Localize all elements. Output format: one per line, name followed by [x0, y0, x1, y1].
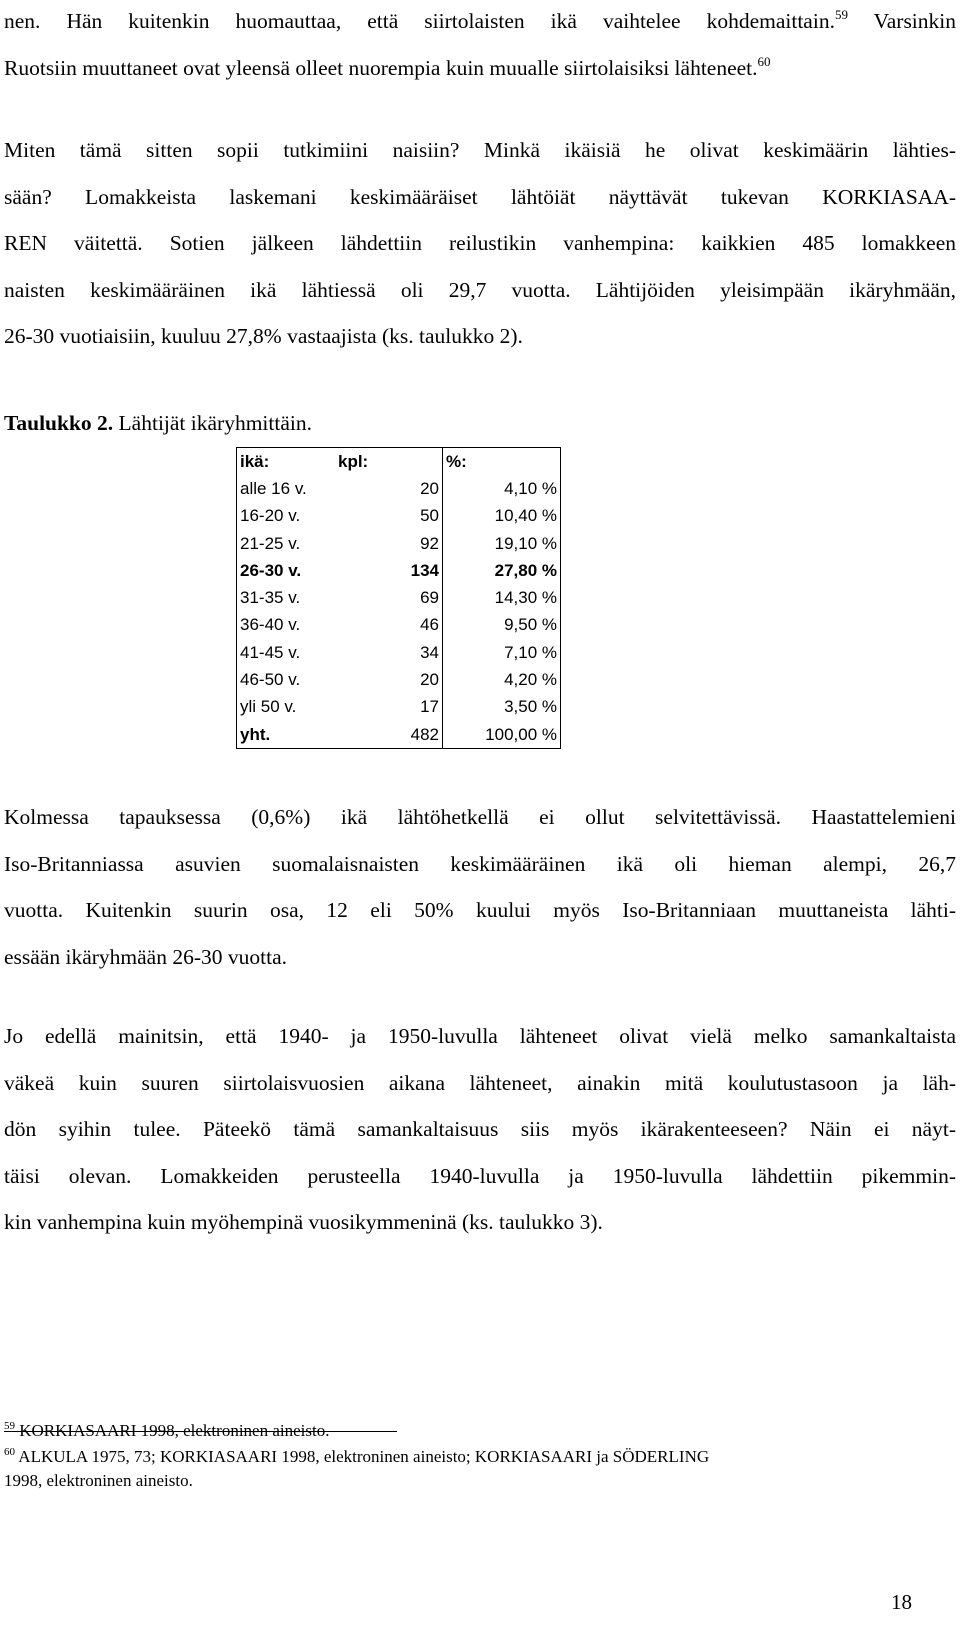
cell-count: 69 — [335, 584, 443, 611]
p1-line: Miten tämä sitten sopii tutkimiini naisiin? Minkä ikäisiä he olivat keskimäärin lähties- — [4, 138, 956, 162]
footnote-60 — [4, 1445, 904, 1493]
p2-line: Iso-Britanniassa asuvien suomalaisnaisten keskimääräinen ikä oli hieman alempi, 26,7 — [4, 851, 956, 876]
p3-line: dön syihin tulee. Päteekö tämä samankaltaisuus siis myös ikärakenteeseen? Näin ei näyt- — [4, 1117, 956, 1141]
p1-line: sään? Lomakkeista laskemani keskimääräiset lähtöiät näyttävät tukevan KORKIASAA- — [4, 184, 956, 209]
cell-age: alle 16 v. — [240, 478, 307, 498]
table-header-row — [237, 448, 561, 476]
cell-count: 50 — [335, 503, 443, 530]
table-row — [237, 694, 561, 721]
cell-count: 20 — [335, 666, 443, 693]
footnote-number: 60 — [4, 1446, 15, 1458]
cell-count: 34 — [335, 639, 443, 666]
cell-count: 20 — [335, 475, 443, 502]
cell-age: 41-45 v. — [240, 642, 301, 662]
table-row — [237, 666, 561, 693]
header-percent: %: — [446, 451, 467, 471]
cell-percent: 10,40 % — [494, 506, 557, 526]
table-caption-text: Lähtijät ikäryhmittäin. — [113, 411, 312, 435]
cell-percent: 4,20 % — [504, 670, 557, 690]
p2-line: vuotta. Kuitenkin suurin osa, 12 eli 50% kuului myös Iso-Britanniaan muuttaneista lähti- — [4, 898, 956, 922]
cell-age: yli 50 v. — [240, 697, 297, 717]
top-line-2: Ruotsiin muuttaneet ovat yleensä olleet nuorempia kuin muualle siirtolaisiksi lähteneet.$^{60}$ — [4, 53, 771, 80]
cell-age: 46-50 v. — [240, 670, 301, 690]
footnote-text-cont: 1998, elektroninen aineisto. — [4, 1471, 193, 1490]
cell-percent: 27,80 % — [494, 560, 557, 580]
table-row — [237, 503, 561, 530]
table-total-row — [237, 721, 561, 749]
cell-age-total: yht. — [240, 724, 271, 744]
cell-percent: 3,50 % — [504, 697, 557, 717]
paragraph-2 — [4, 794, 956, 980]
cell-age: 21-25 v. — [240, 533, 301, 553]
p1-line: REN väitettä. Sotien jälkeen lähdettiin reilustikin vanhempina: kaikkien 485 lomakkeen — [4, 231, 956, 255]
cell-percent: 9,50 % — [504, 615, 557, 635]
footnote-ref-59[interactable]: 59 — [834, 7, 848, 22]
cell-age: 31-35 v. — [240, 588, 301, 608]
table-caption-label: Taulukko 2. — [4, 411, 114, 435]
top-line-1: nen. Hän kuitenkin huomauttaa, että siirtolaisten ikä vaihtelee kohdemaittain.$^{59}$ Varsinkin — [4, 7, 957, 33]
p3-line: Jo edellä mainitsin, että 1940- ja 1950-luvulla lähteneet olivat vielä melko samankaltaista — [4, 1024, 956, 1048]
table-caption — [4, 411, 312, 436]
footnote-ref-60[interactable]: 60 — [757, 53, 771, 69]
cell-percent: 14,30 % — [494, 588, 557, 608]
cell-age: 16-20 v. — [240, 506, 301, 526]
p3-line: kin vanhempina kuin myöhempinä vuosikymmeninä (ks. taulukko 3). — [4, 1210, 603, 1234]
paragraph-1 — [4, 127, 956, 360]
paragraph-3 — [4, 1013, 956, 1246]
top-paragraph — [4, 0, 956, 91]
cell-age: 26-30 v. — [240, 560, 302, 580]
p3-line: väkeä kuin suuren siirtolaisvuosien aikana lähteneet, ainakin mitä koulutustasoon ja läh- — [4, 1070, 956, 1095]
table-row — [237, 584, 561, 611]
cell-age: 36-40 v. — [240, 615, 301, 635]
header-count: kpl: — [335, 448, 443, 476]
page-number: 18 — [891, 1590, 912, 1614]
cell-percent: 7,10 % — [504, 642, 557, 662]
footnote-text: ALKULA 1975, 73; KORKIASAARI 1998, elektroninen aineisto; KORKIASAARI ja SÖDERLING — [15, 1447, 710, 1466]
cell-count: 46 — [335, 612, 443, 639]
cell-count-total: 482 — [335, 721, 443, 749]
p2-line: essään ikäryhmään 26-30 vuotta. — [4, 944, 287, 969]
cell-count: 17 — [335, 694, 443, 721]
cell-count: 92 — [335, 530, 443, 557]
footnote-59 — [4, 1419, 904, 1443]
p3-line: täisi olevan. Lomakkeiden perusteella 1940-luvulla ja 1950-luvulla lähdettiin pikemmin- — [4, 1163, 956, 1188]
p1-line: naisten keskimääräinen ikä lähtiessä oli 29,7 vuotta. Lähtijöiden yleisimpään ikäryhmään, — [4, 277, 956, 302]
footnote-text: KORKIASAARI 1998, elektroninen aineisto. — [15, 1421, 330, 1440]
footnote-number: 59 — [4, 1420, 15, 1432]
cell-percent-total: 100,00 % — [485, 724, 557, 744]
table-row — [237, 639, 561, 666]
cell-count: 134 — [335, 557, 443, 584]
age-table — [236, 447, 561, 749]
header-age: ikä: — [240, 451, 270, 471]
cell-percent: 4,10 % — [504, 478, 557, 498]
table-row-highlight — [237, 557, 561, 584]
table-row — [237, 475, 561, 502]
table-row — [237, 612, 561, 639]
cell-percent: 19,10 % — [494, 533, 557, 553]
p1-line: 26-30 vuotiaisiin, kuuluu 27,8% vastaajista (ks. taulukko 2). — [4, 324, 523, 348]
table-row — [237, 530, 561, 557]
p2-line: Kolmessa tapauksessa (0,6%) ikä lähtöhetkellä ei ollut selvitettävissä. Haastattelemieni — [4, 805, 956, 829]
